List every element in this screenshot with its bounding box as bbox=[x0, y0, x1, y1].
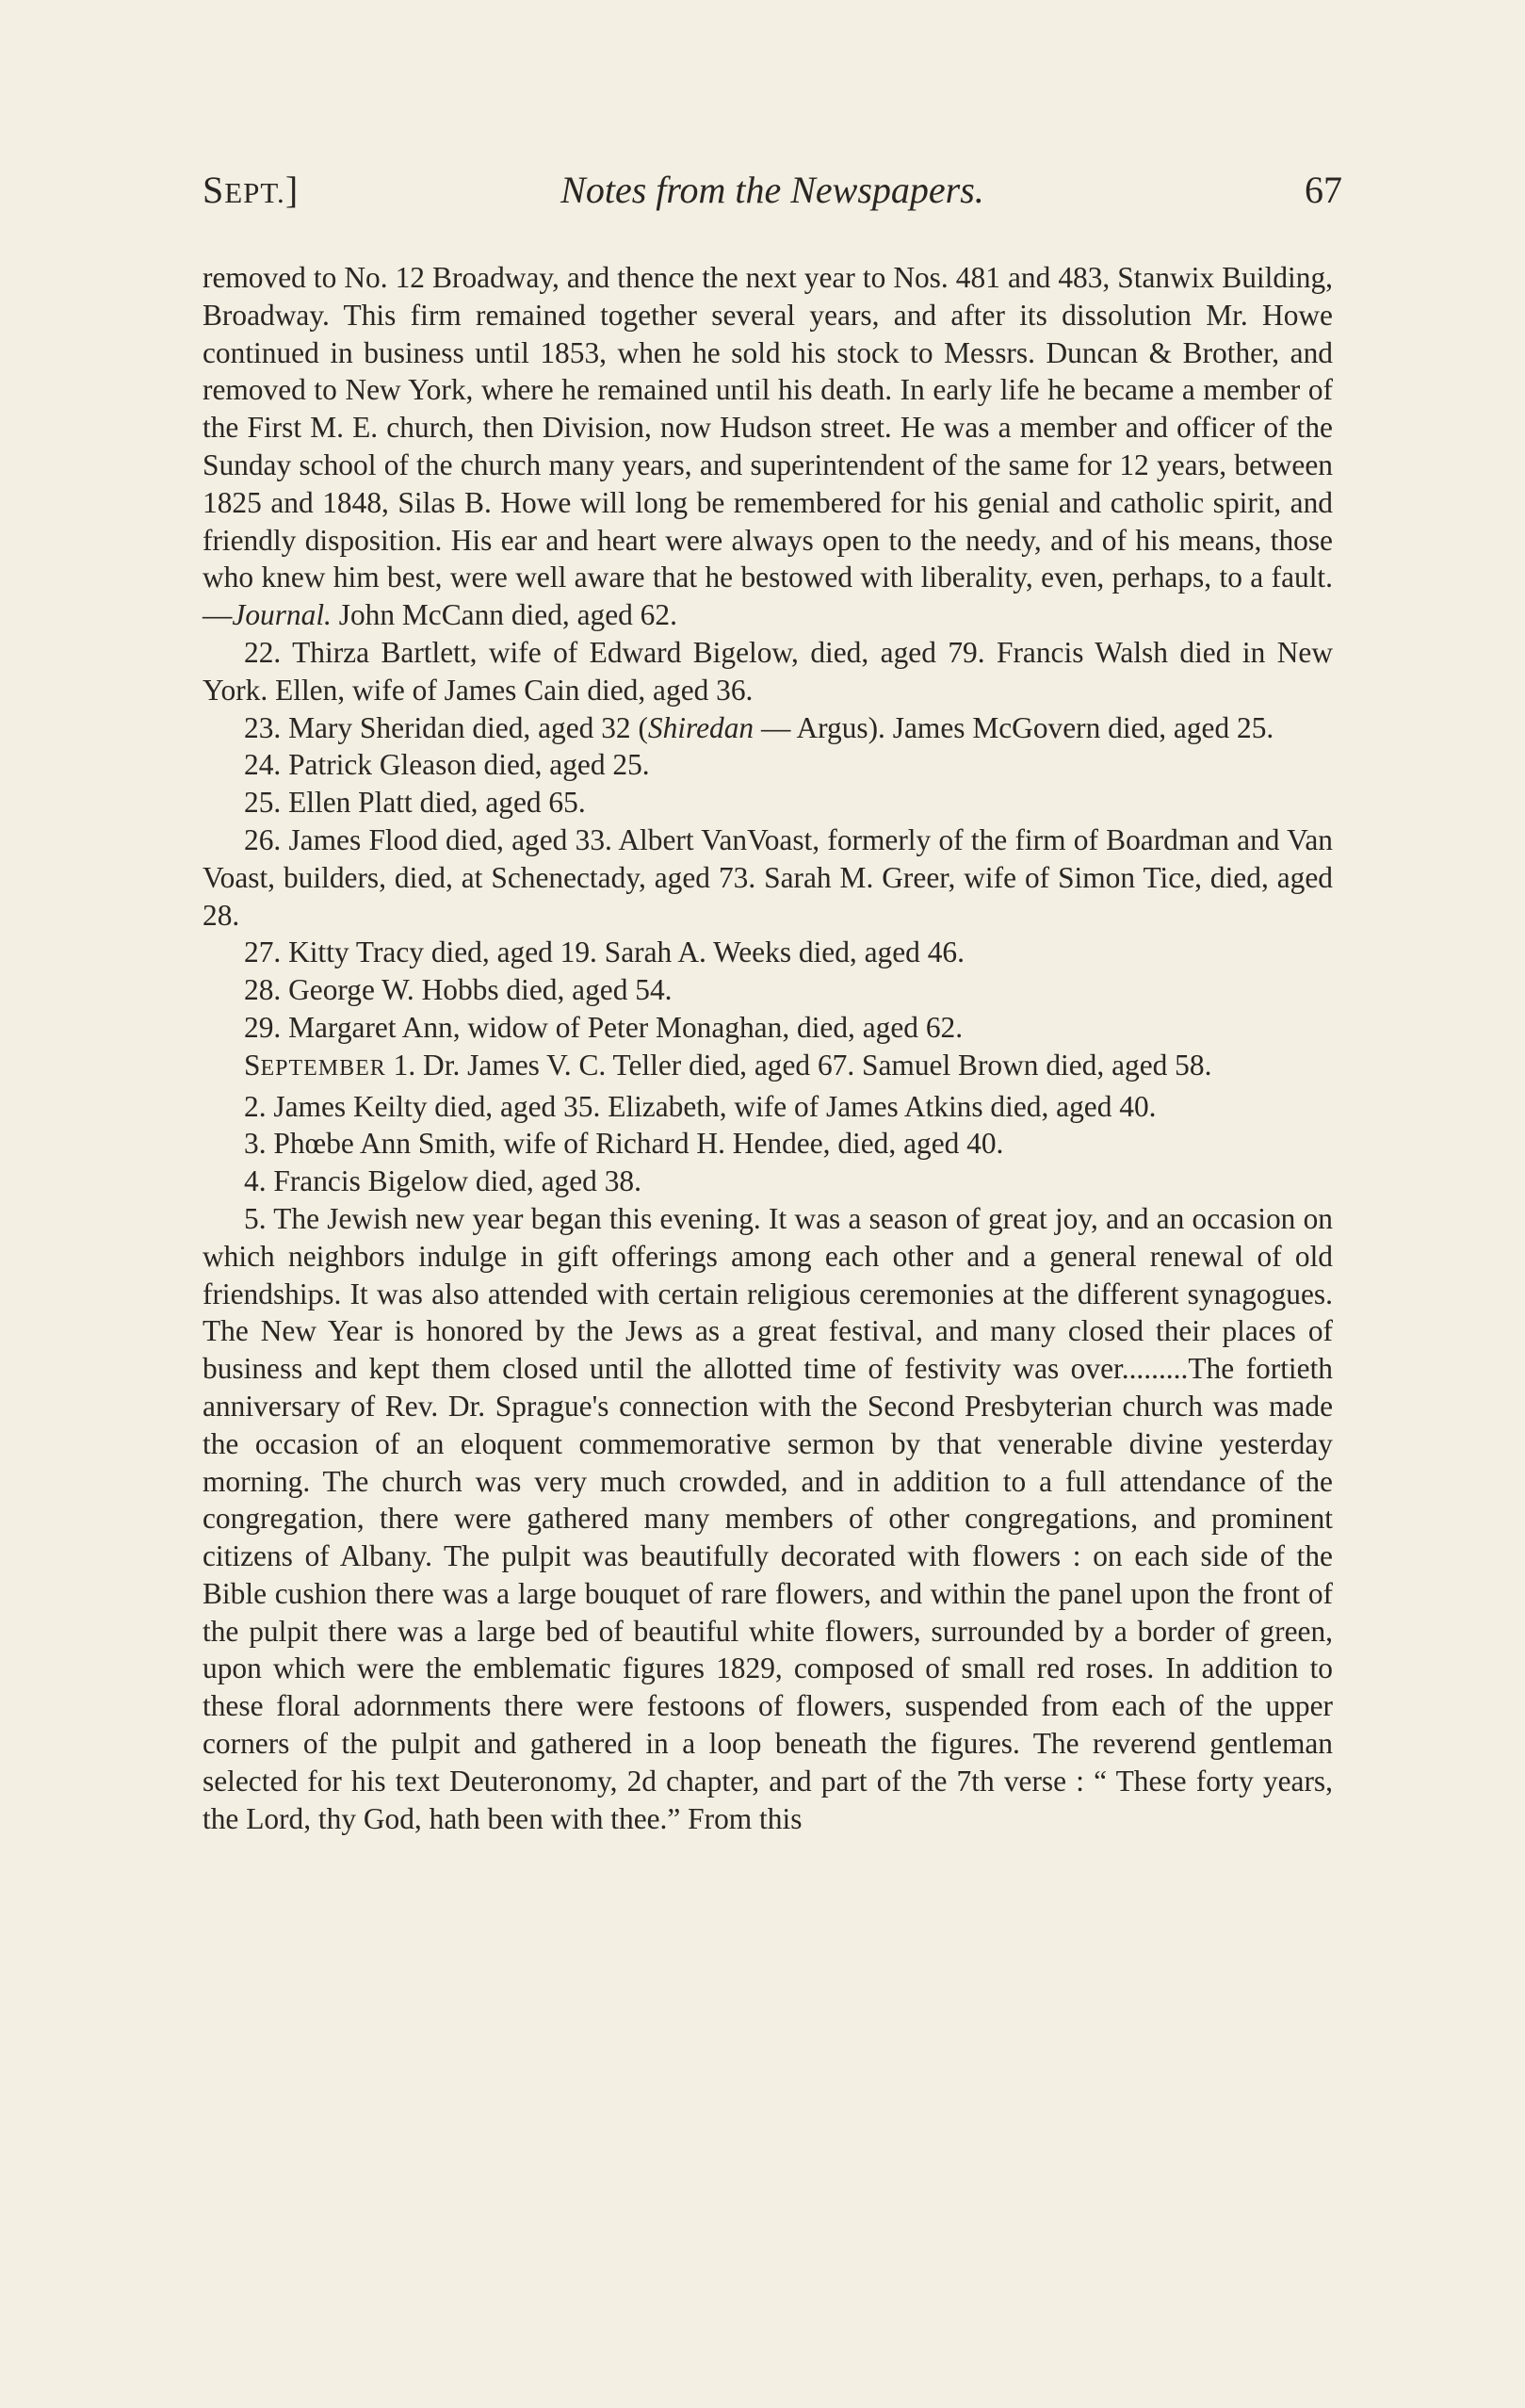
entry-27: 27. Kitty Tracy died, aged 19. Sarah A. Weeks died, aged 46. bbox=[244, 936, 965, 969]
entry-september-2: 2. James Keilty died, aged 35. Elizabeth, wife of James Atkins died, aged 40. bbox=[244, 1089, 1157, 1123]
entry-23: 23. Mary Sheridan died, aged 32 (Shiredan — Argus). James McGovern died, aged 25. bbox=[244, 710, 1274, 744]
entry-26: 26. James Flood died, aged 33. Albert VanVoast, formerly of the firm of Boardman and Van Voast, builders, died, at Schenectady, aged 73. Sarah M. Greer, wife of Simon Tice, died, aged 28. bbox=[203, 822, 1333, 932]
entry-22: 22. Thirza Bartlett, wife of Edward Bigelow, died, aged 79. Francis Walsh died in New York. Ellen, wife of James Cain died, aged 36. bbox=[203, 635, 1333, 707]
page-number: 67 bbox=[1305, 169, 1342, 211]
entry-28: 28. George W. Hobbs died, aged 54. bbox=[244, 973, 673, 1007]
entry-29: 29. Margaret Ann, widow of Peter Monaghan, died, aged 62. bbox=[244, 1010, 964, 1044]
entry-september-5: 5. The Jewish new year began this evening. It was a season of great joy, and an occasion on which neighbors indulge in gift offerings among each other and a general renewal of old friendships. It was also attended with certain religious ceremonies at the different synagogues. The New Year is honored by the Jews as a great festival, and many closed their places of business and kept them closed until the allotted time of festivity was over.........The fortieth anniversary of Rev. Dr. Sprague's connection with the Second Presbyterian church was made the occasion of an eloquent commemorative sermon by that venerable divine yesterday morning. The church was very much crowded, and in addition to a full attendance of the congregation, there were gathered many members of other congregations, and prominent citizens of Albany. The pulpit was beautifully decorated with flowers : on each side of the Bible cushion there was a large bouquet of rare flowers, and within the panel upon the front of the pulpit there was a large bed of beautiful white flowers, surrounded by a border of green, upon which were the emblematic figures 1829, composed of small red roses. In addition to these floral adornments there were festoons of flowers, suspended from each of the upper corners of the pulpit and gathered in a loop beneath the figures. The reverend gentleman selected for his text Deuteronomy, 2d chapter, and part of the 7th verse : “ These forty years, the Lord, thy God, hath been with thee.” From this bbox=[203, 1201, 1333, 1835]
entry-september-4: 4. Francis Bigelow died, aged 38. bbox=[244, 1164, 641, 1198]
paragraph-continued: removed to No. 12 Broadway, and thence the next year to Nos. 481 and 483, Stanwix Building, Broadway. This firm remained together several years, and after its dissolution Mr. Howe continued in business until 1853, when he sold his stock to Messrs. Duncan & Brother, and removed to New York, where he remained until his death. In early life he became a member of the First M. E. church, then Division, now Hudson street. He was a member and officer of the Sunday school of the church many years, and superintendent of the same for 12 years, between 1825 and 1848, Silas B. Howe will long be remembered for his genial and catholic spirit, and friendly disposition. His ear and heart were always open to the needy, and of his means, those who knew him best, were well aware that he bestowed with liberality, even, perhaps, to a fault.—Journal. John McCann died, aged 62. bbox=[203, 261, 1333, 632]
entry-september-3: 3. Phœbe Ann Smith, wife of Richard H. Hendee, died, aged 40. bbox=[244, 1127, 1004, 1161]
entry-25: 25. Ellen Platt died, aged 65. bbox=[244, 786, 586, 820]
header-title: Notes from the Newspapers. bbox=[560, 169, 984, 211]
running-header bbox=[203, 168, 1342, 224]
page-body bbox=[203, 259, 1333, 1837]
entry-24: 24. Patrick Gleason died, aged 25. bbox=[244, 748, 650, 782]
header-month: SEPT.] bbox=[203, 169, 300, 211]
entry-september-1: SEPTEMBER 1. Dr. James V. C. Teller died, aged 67. Samuel Brown died, aged 58. bbox=[244, 1048, 1212, 1082]
